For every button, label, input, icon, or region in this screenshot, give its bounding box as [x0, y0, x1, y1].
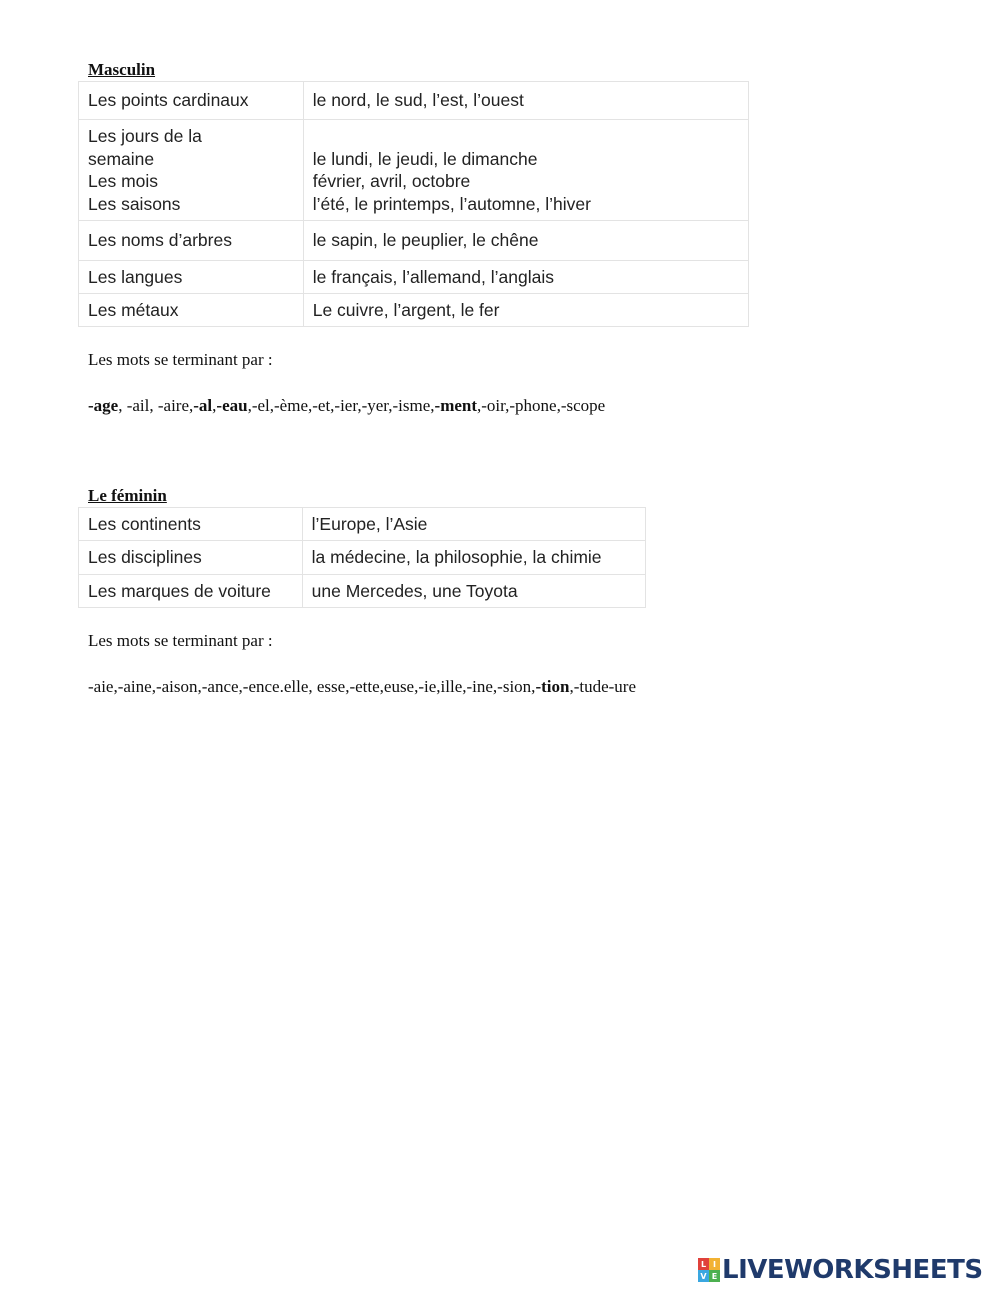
table-row: [79, 294, 749, 327]
table-row: [79, 575, 646, 608]
table-row: [79, 120, 749, 221]
liveworksheets-logo-mark-icon: [698, 1258, 720, 1282]
category-cell: Les langues: [79, 261, 304, 294]
masculin-intro: Les mots se terminant par :: [88, 350, 273, 369]
category-line: Les jours de la: [88, 126, 202, 146]
examples-line: le lundi, le jeudi, le dimanche: [312, 148, 538, 169]
examples-line: [313, 125, 739, 148]
masculin-heading: Masculin: [88, 60, 156, 79]
masculin-table: [78, 81, 749, 327]
ending-bold: -al: [193, 396, 213, 415]
ending-text: ,-el,-ème,-et,-ier,-yer,-isme,: [247, 396, 435, 415]
logo-mark-tile: L: [698, 1258, 709, 1270]
category-cell: Les continents: [79, 508, 303, 541]
logo-mark-tile: V: [698, 1270, 709, 1282]
category-line: Les mois: [88, 171, 159, 191]
examples-cell: la médecine, la philosophie, la chimie: [302, 541, 645, 575]
examples-cell: le français, l’allemand, l’anglais: [303, 261, 748, 294]
table-row: [79, 261, 749, 294]
examples-cell: Le cuivre, l’argent, le fer: [303, 294, 748, 327]
ending-bold: -ment: [434, 396, 478, 415]
category-cell: Les points cardinaux: [79, 82, 304, 120]
examples-line: février, avril, octobre: [312, 171, 471, 191]
liveworksheets-logo: [698, 1255, 983, 1285]
category-cell: Les marques de voiture: [79, 575, 303, 608]
liveworksheets-logo-text: LIVEWORKSHEETS: [722, 1255, 983, 1285]
category-cell: Les disciplines: [79, 541, 303, 575]
examples-cell: [303, 120, 748, 221]
ending-bold: -eau: [216, 396, 248, 415]
examples-cell: une Mercedes, une Toyota: [302, 575, 645, 608]
ending-text: , -ail, -aire,: [118, 396, 194, 415]
category-cell: [79, 120, 304, 221]
ending-text: -aie,-aine,-aison,-ance,-ence.elle, esse,-ette,euse,-ie,ille,-ine,-sion,: [88, 677, 536, 696]
masculin-endings: [88, 396, 605, 416]
table-row: [79, 82, 749, 120]
category-line: Les saisons: [88, 193, 181, 214]
ending-text: ,-tude-ure: [569, 677, 636, 696]
table-row: [79, 508, 646, 541]
ending-bold: -tion: [535, 677, 570, 696]
feminin-table: [78, 507, 646, 608]
ending-text: ,-oir,-phone,-scope: [477, 396, 606, 415]
category-line: semaine: [88, 148, 155, 169]
examples-cell: l’Europe, l’Asie: [302, 508, 645, 541]
ending-text: ,: [212, 396, 217, 415]
category-cell: Les noms d’arbres: [79, 221, 304, 261]
category-cell: Les métaux: [79, 294, 304, 327]
table-row: [79, 541, 646, 575]
logo-mark-tile: E: [709, 1270, 720, 1282]
examples-cell: le nord, le sud, l’est, l’ouest: [303, 82, 748, 120]
feminin-endings: [88, 677, 636, 697]
examples-cell: le sapin, le peuplier, le chêne: [303, 221, 748, 261]
examples-line: l’été, le printemps, l’automne, l’hiver: [312, 193, 591, 214]
logo-mark-tile: I: [709, 1258, 720, 1270]
feminin-intro: Les mots se terminant par :: [88, 631, 273, 650]
table-row: [79, 221, 749, 261]
feminin-heading: Le féminin: [88, 486, 167, 505]
ending-bold: -age: [88, 396, 119, 415]
